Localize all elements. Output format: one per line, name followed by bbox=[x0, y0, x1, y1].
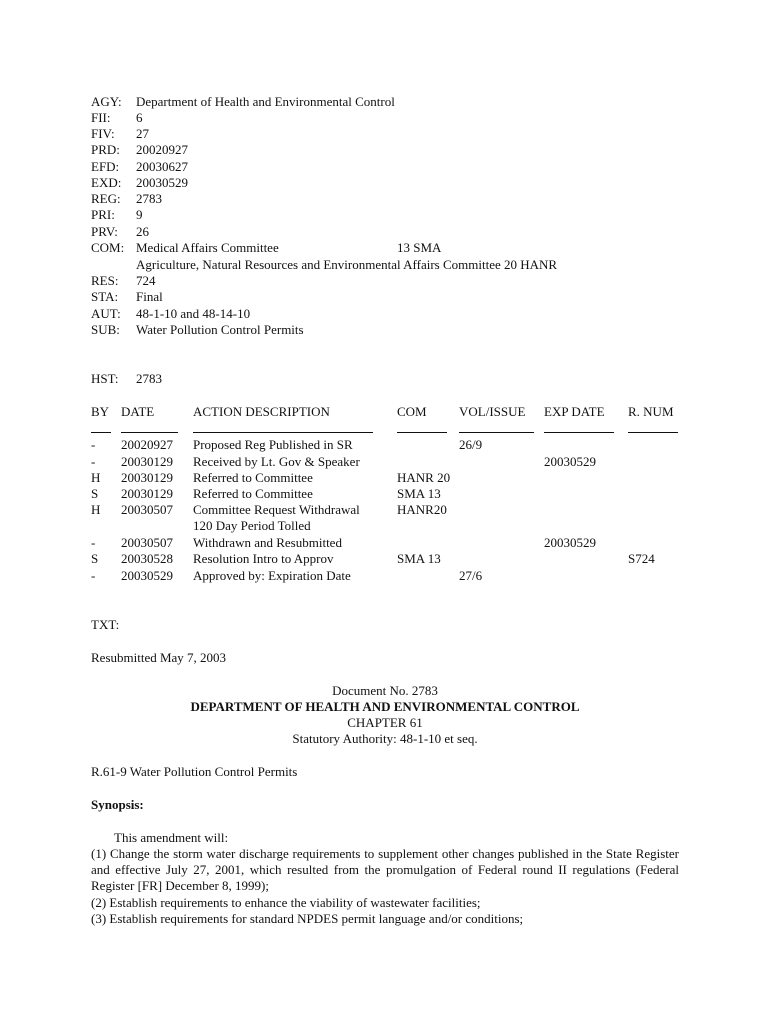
synopsis-label: Synopsis: bbox=[91, 797, 144, 812]
regulation-title: R.61-9 Water Pollution Control Permits bbox=[91, 764, 298, 779]
col-header-vol-issue: VOL/ISSUE bbox=[459, 404, 526, 419]
table-cell: HANR20 bbox=[397, 502, 447, 517]
col-underline bbox=[397, 432, 447, 433]
table-cell: SMA 13 bbox=[397, 551, 441, 566]
table-cell: S724 bbox=[628, 551, 655, 566]
field-key-fiv: FIV: bbox=[91, 126, 115, 141]
table-cell: HANR 20 bbox=[397, 470, 451, 485]
table-cell: 20030129 bbox=[121, 454, 173, 469]
resubmitted-line: Resubmitted May 7, 2003 bbox=[91, 650, 227, 665]
table-cell: H bbox=[91, 502, 101, 517]
hst-value: 2783 bbox=[136, 371, 162, 386]
table-cell: - bbox=[91, 535, 96, 550]
col-underline bbox=[459, 432, 534, 433]
table-cell: 27/6 bbox=[459, 568, 483, 583]
table-cell: 20030507 bbox=[121, 535, 173, 550]
field-key-prd: PRD: bbox=[91, 142, 120, 157]
table-cell: Approved by: Expiration Date bbox=[193, 568, 351, 583]
table-cell: Referred to Committee bbox=[193, 486, 313, 501]
col-underline bbox=[91, 432, 111, 433]
field-value-exd: 20030529 bbox=[136, 175, 188, 190]
col-header-by: BY bbox=[91, 404, 110, 419]
amendment-intro: This amendment will: bbox=[114, 830, 229, 845]
field-value-efd: 20030627 bbox=[136, 159, 188, 174]
field-key-res: RES: bbox=[91, 273, 119, 288]
table-cell: 20020927 bbox=[121, 437, 173, 452]
col-underline bbox=[121, 432, 178, 433]
table-cell: S bbox=[91, 551, 99, 566]
table-cell: Resolution Intro to Approv bbox=[193, 551, 334, 566]
table-cell: 20030529 bbox=[544, 535, 596, 550]
com-extra-code: 13 SMA bbox=[397, 240, 442, 255]
table-cell: 20030507 bbox=[121, 502, 173, 517]
col-header-r-num: R. NUM bbox=[628, 404, 674, 419]
table-cell: S bbox=[91, 486, 99, 501]
hst-label: HST: bbox=[91, 371, 119, 386]
field-value-agy: Department of Health and Environmental Control bbox=[136, 94, 395, 109]
field-key-efd: EFD: bbox=[91, 159, 120, 174]
col-header-date: DATE bbox=[121, 404, 155, 419]
table-cell: 20030129 bbox=[121, 486, 173, 501]
table-cell: - bbox=[91, 568, 96, 583]
table-cell: Referred to Committee bbox=[193, 470, 313, 485]
field-value-fiv: 27 bbox=[136, 126, 149, 141]
field-value-pri: 9 bbox=[136, 207, 143, 222]
table-cell: 26/9 bbox=[459, 437, 483, 452]
table-cell: H bbox=[91, 470, 101, 485]
col-header-exp-date: EXP DATE bbox=[544, 404, 605, 419]
statutory-authority: Statutory Authority: 48-1-10 et seq. bbox=[292, 731, 478, 746]
col-underline bbox=[544, 432, 614, 433]
chapter-heading: CHAPTER 61 bbox=[347, 715, 423, 730]
field-key-aut: AUT: bbox=[91, 306, 121, 321]
field-value-prv: 26 bbox=[136, 224, 149, 239]
col-underline bbox=[193, 432, 373, 433]
field-value-aut: 48-1-10 and 48-14-10 bbox=[136, 306, 251, 321]
table-cell: 120 Day Period Tolled bbox=[193, 518, 311, 533]
field-key-reg: REG: bbox=[91, 191, 121, 206]
field-value-com-2: Agriculture, Natural Resources and Environmental Affairs Committee 20 HANR bbox=[136, 257, 558, 272]
field-key-sta: STA: bbox=[91, 289, 119, 304]
table-cell: - bbox=[91, 454, 96, 469]
table-cell: Proposed Reg Published in SR bbox=[193, 437, 353, 452]
table-cell: Received by Lt. Gov & Speaker bbox=[193, 454, 360, 469]
txt-label: TXT: bbox=[91, 617, 120, 632]
synopsis-item-1: (1) Change the storm water discharge requirements to supplement other changes published in the State Register and effective July 27, 2001, which resulted from the promulgation of Federal round II regulations (Federal Register [FR] December 8, 1999); bbox=[91, 846, 679, 893]
table-cell: SMA 13 bbox=[397, 486, 441, 501]
department-heading: DEPARTMENT OF HEALTH AND ENVIRONMENTAL CONTROL bbox=[190, 699, 580, 714]
field-value-sta: Final bbox=[136, 289, 163, 304]
table-cell: 20030529 bbox=[544, 454, 596, 469]
field-value-fii: 6 bbox=[136, 110, 143, 125]
table-cell: - bbox=[91, 437, 96, 452]
field-key-prv: PRV: bbox=[91, 224, 118, 239]
table-cell: 20030129 bbox=[121, 470, 173, 485]
field-key-pri: PRI: bbox=[91, 207, 115, 222]
synopsis-item-2: (2) Establish requirements to enhance the viability of wastewater facilities; bbox=[91, 895, 481, 910]
field-key-sub: SUB: bbox=[91, 322, 120, 337]
field-value-sub: Water Pollution Control Permits bbox=[136, 322, 304, 337]
col-underline bbox=[628, 432, 678, 433]
table-cell: Committee Request Withdrawal bbox=[193, 502, 360, 517]
col-header-com: COM bbox=[397, 404, 427, 419]
field-value-prd: 20020927 bbox=[136, 142, 188, 157]
field-key-com: COM: bbox=[91, 240, 125, 255]
table-cell: 20030529 bbox=[121, 568, 173, 583]
field-key-fii: FII: bbox=[91, 110, 111, 125]
field-key-exd: EXD: bbox=[91, 175, 122, 190]
field-key-agy: AGY: bbox=[91, 94, 122, 109]
field-value-com: Medical Affairs Committee bbox=[136, 240, 279, 255]
synopsis-item-3: (3) Establish requirements for standard NPDES permit language and/or conditions; bbox=[91, 911, 524, 926]
field-value-reg: 2783 bbox=[136, 191, 162, 206]
field-value-res: 724 bbox=[136, 273, 156, 288]
document-number: Document No. 2783 bbox=[332, 683, 438, 698]
table-cell: 20030528 bbox=[121, 551, 173, 566]
table-cell: Withdrawn and Resubmitted bbox=[193, 535, 342, 550]
col-header-action: ACTION DESCRIPTION bbox=[193, 404, 330, 419]
